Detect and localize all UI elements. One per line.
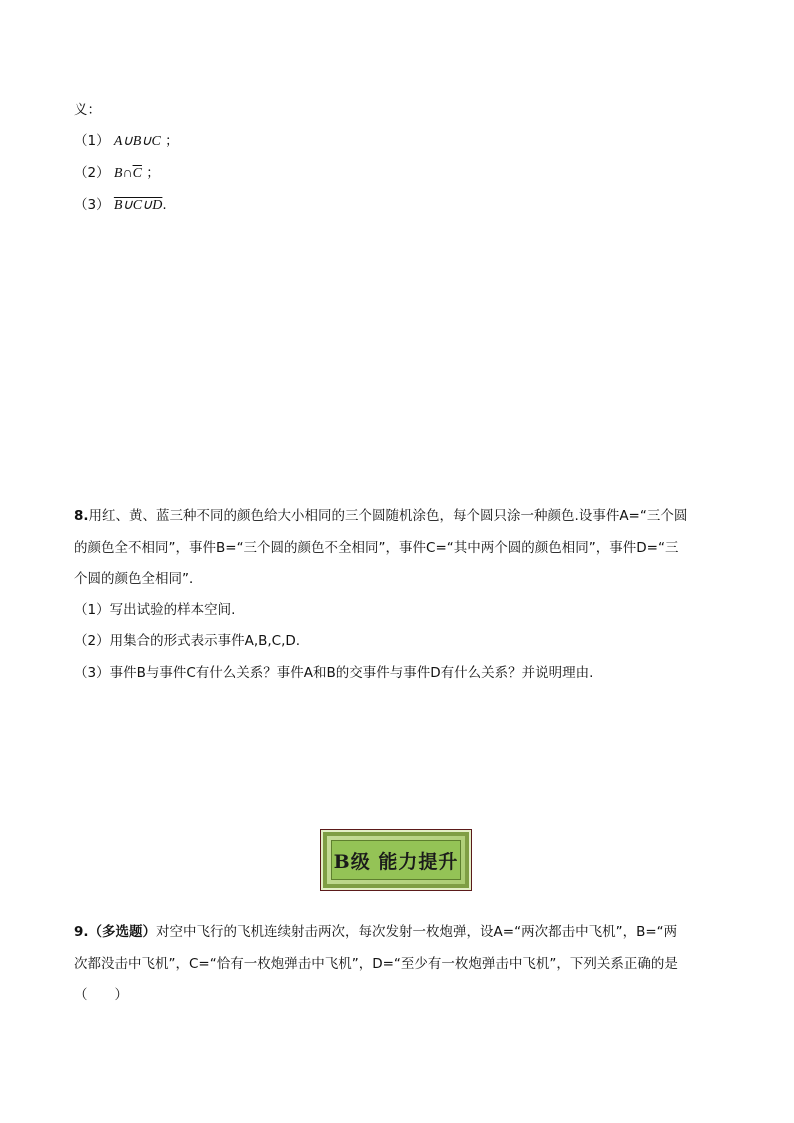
answer-blank: （ ） <box>74 987 128 1003</box>
punctuation: ； <box>165 133 179 149</box>
q8-line-2: 的颜色全不相同”，事件B=“三个圆的颜色不全相同”，事件C=“其中两个圆的颜色相同”，事件D=“三 <box>74 540 679 556</box>
q8-subquestion-1: （1）写出试验的样本空间. <box>74 602 236 618</box>
question-type-tag: （多选题） <box>88 924 157 940</box>
badge-inner-panel <box>331 840 461 880</box>
level-b-badge <box>320 829 472 891</box>
intro-text: 义： <box>74 102 101 118</box>
question-number: 8. <box>74 508 89 524</box>
complement-expression: $\overline{C}$ <box>132 166 142 181</box>
item-number: （3） <box>74 197 110 213</box>
q8-line-3: 个圆的颜色全相同”． <box>74 571 203 587</box>
item-3 <box>74 195 167 216</box>
q9-line-1 <box>74 922 677 942</box>
item-number: （2） <box>74 165 110 181</box>
question-number: 9. <box>74 924 89 940</box>
q8-subquestion-2: （2）用集合的形式表示事件A,B,C,D. <box>74 633 301 649</box>
q8-subquestion-3: （3）事件B与事件C有什么关系？事件A和B的交事件与事件D有什么关系？并说明理由. <box>74 665 594 681</box>
punctuation: ； <box>146 165 160 181</box>
badge-label: B级 能力提升 <box>333 850 459 873</box>
item-number: （1） <box>74 133 110 149</box>
set-expression-prefix: B∩ <box>113 166 133 181</box>
item-1 <box>74 131 179 152</box>
q9-line-2: 次都没击中飞机”，C=“恰有一枚炮弹击中飞机”，D=“至少有一枚炮弹击中飞机”，下列关系正确的是 <box>74 956 678 972</box>
set-expression: A∪B∪C <box>113 134 161 149</box>
complement-expression: B∪C∪D <box>113 198 163 213</box>
question-text: 用红、黄、蓝三种不同的颜色给大小相同的三个圆随机涂色，每个圆只涂一种颜色.设事件A=“三个圆 <box>88 508 688 524</box>
punctuation: . <box>162 197 167 213</box>
q8-line-1 <box>74 506 687 526</box>
item-2 <box>74 163 160 184</box>
question-text: 对空中飞行的飞机连续射击两次，每次发射一枚炮弹，设A=“两次都击中飞机”，B=“两 <box>156 924 678 940</box>
